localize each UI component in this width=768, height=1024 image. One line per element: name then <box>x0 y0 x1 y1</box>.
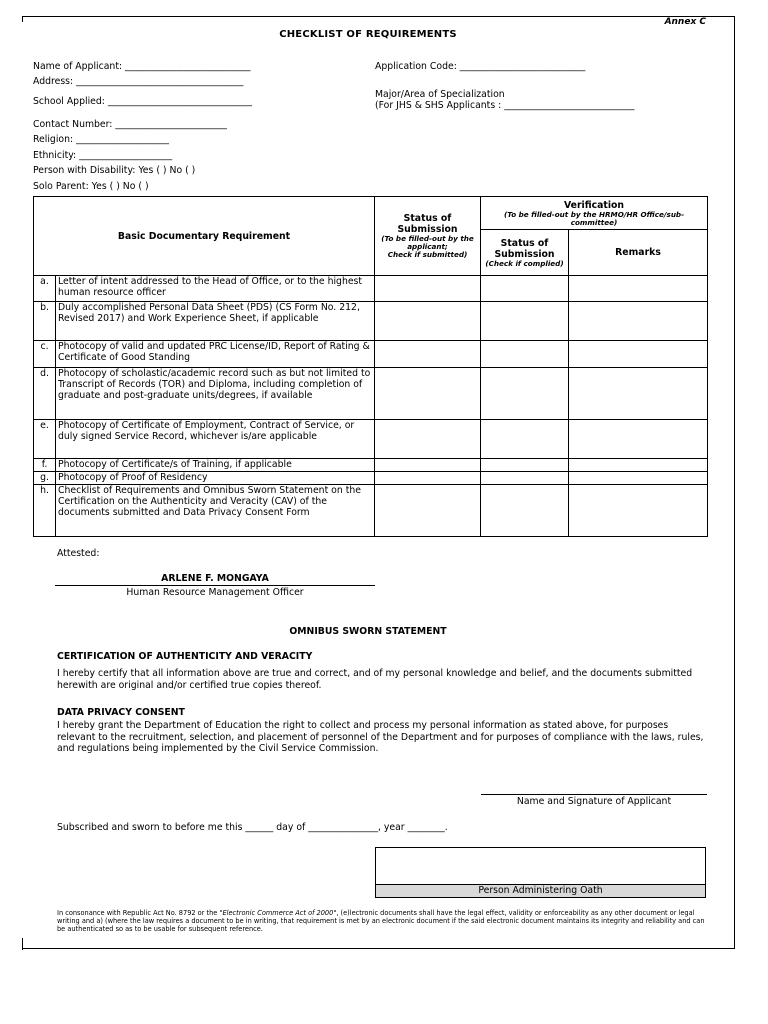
row-letter: c. <box>34 341 56 368</box>
major-specialization-field[interactable]: (For JHS & SHS Applicants : ____________________________ <box>375 100 635 111</box>
verification-check-cell[interactable] <box>481 276 569 302</box>
remarks-cell[interactable] <box>569 420 708 459</box>
verification-check-cell[interactable] <box>481 420 569 459</box>
attested-label: Attested: <box>57 548 100 559</box>
status-check-cell[interactable] <box>375 368 481 420</box>
row-letter: e. <box>34 420 56 459</box>
cav-text: I hereby certify that all information above are true and correct, and of my personal knowledge and belief, and the documents submitted herewith are original and/or certified true copies thereof. <box>57 668 693 691</box>
table-row <box>34 459 708 472</box>
attested-signature-line <box>55 585 375 586</box>
remarks-cell[interactable] <box>569 276 708 302</box>
attesting-officer-name: ARLENE F. MONGAYA <box>161 573 269 584</box>
remarks-cell[interactable] <box>569 459 708 472</box>
table-row <box>34 485 708 537</box>
school-applied-field[interactable]: School Applied: _______________________________ <box>33 96 252 107</box>
address-field[interactable]: Address: ____________________________________ <box>33 76 244 87</box>
annex-label: Annex C <box>664 17 706 27</box>
contact-number-field[interactable]: Contact Number: ________________________ <box>33 119 227 130</box>
privacy-text: I hereby grant the Department of Education the right to collect and process my personal information as stated above, for purposes relevant to the recruitment, selection, and placement of personnel of the Department and for purposes of compliance with the laws, rules, and regulations being implemented by the Civil Service Commission. <box>57 720 704 754</box>
page-border-left-bottom <box>22 938 23 950</box>
verification-check-cell[interactable] <box>481 472 569 485</box>
applicant-signature-label: Name and Signature of Applicant <box>516 796 672 807</box>
row-letter: h. <box>34 485 56 537</box>
table-row <box>34 276 708 302</box>
status-check-cell[interactable] <box>375 459 481 472</box>
remarks-cell[interactable] <box>569 341 708 368</box>
row-requirement: Photocopy of scholastic/academic record such as but not limited to Transcript of Records (TOR) and Diploma, including completion of graduate and post-graduate units/degrees, if available <box>56 368 375 420</box>
row-requirement: Photocopy of Certificate/s of Training, if applicable <box>56 459 375 472</box>
footnote: In consonance with Republic Act No. 8792 or the "Electronic Commerce Act of 2000", (e)lectronic documents shall have the legal effect, validity or enforceability as any other document or legal writing and a) (where the law requires a document to be in writing, that requirement is met by an electronic document if the said electronic document maintains its integrity and reliability and can be authenticated so as to be usable for subsequent reference. <box>57 909 705 933</box>
row-letter: d. <box>34 368 56 420</box>
privacy-heading: DATA PRIVACY CONSENT <box>57 707 185 718</box>
table-row <box>34 302 708 341</box>
remarks-cell[interactable] <box>569 485 708 537</box>
row-requirement: Letter of intent addressed to the Head of Office, or to the highest human resource officer <box>56 276 375 302</box>
attesting-officer-position: Human Resource Management Officer <box>126 587 304 598</box>
row-requirement: Duly accomplished Personal Data Sheet (PDS) (CS Form No. 212, Revised 2017) and Work Experience Sheet, if applicable <box>56 302 375 341</box>
subscribed-sworn-line[interactable]: Subscribed and sworn to before me this ______ day of _______________, year ________. <box>57 822 448 833</box>
status-check-cell[interactable] <box>375 472 481 485</box>
status-check-cell[interactable] <box>375 420 481 459</box>
status-check-cell[interactable] <box>375 485 481 537</box>
table-row <box>34 368 708 420</box>
application-code-field[interactable]: Application Code: ___________________________ <box>375 61 586 72</box>
row-requirement: Checklist of Requirements and Omnibus Sworn Statement on the Certification on the Authenticity and Veracity (CAV) of the documents submitted and Data Privacy Consent Form <box>56 485 375 537</box>
pwd-field[interactable]: Person with Disability: Yes ( ) No ( ) <box>33 165 196 176</box>
row-letter: a. <box>34 276 56 302</box>
row-requirement: Photocopy of Certificate of Employment, Contract of Service, or duly signed Service Record, whichever is/are applicable <box>56 420 375 459</box>
table-row <box>34 341 708 368</box>
verification-check-cell[interactable] <box>481 341 569 368</box>
status-check-cell[interactable] <box>375 302 481 341</box>
header-verification-status: Status of Submission (Check if complied) <box>481 230 569 276</box>
row-requirement: Photocopy of valid and updated PRC License/ID, Report of Rating & Certificate of Good Standing <box>56 341 375 368</box>
oath-signature-box[interactable] <box>375 847 706 898</box>
omnibus-title: OMNIBUS SWORN STATEMENT <box>289 626 447 637</box>
religion-field[interactable]: Religion: ____________________ <box>33 134 170 145</box>
header-verification: Verification (To be filled-out by the HRMO/HR Office/sub-committee) <box>481 197 708 230</box>
row-letter: g. <box>34 472 56 485</box>
header-remarks: Remarks <box>569 230 708 276</box>
major-specialization-label: Major/Area of Specialization <box>375 89 505 100</box>
status-check-cell[interactable] <box>375 276 481 302</box>
name-of-applicant-field[interactable]: Name of Applicant: ___________________________ <box>33 61 251 72</box>
table-row <box>34 472 708 485</box>
remarks-cell[interactable] <box>569 472 708 485</box>
applicant-signature-line <box>481 794 707 795</box>
header-requirement: Basic Documentary Requirement <box>34 197 375 276</box>
row-requirement: Photocopy of Proof of Residency <box>56 472 375 485</box>
cav-heading: CERTIFICATION OF AUTHENTICITY AND VERACITY <box>57 651 313 662</box>
status-check-cell[interactable] <box>375 341 481 368</box>
row-letter: b. <box>34 302 56 341</box>
verification-check-cell[interactable] <box>481 302 569 341</box>
verification-check-cell[interactable] <box>481 485 569 537</box>
verification-check-cell[interactable] <box>481 459 569 472</box>
header-status-applicant: Status of Submission (To be filled-out by the applicant; Check if submitted) <box>375 197 481 276</box>
verification-check-cell[interactable] <box>481 368 569 420</box>
page-border-left-top <box>22 16 23 22</box>
requirements-table <box>33 196 708 537</box>
row-letter: f. <box>34 459 56 472</box>
remarks-cell[interactable] <box>569 302 708 341</box>
remarks-cell[interactable] <box>569 368 708 420</box>
solo-parent-field[interactable]: Solo Parent: Yes ( ) No ( ) <box>33 181 149 192</box>
oath-label: Person Administering Oath <box>376 884 705 897</box>
table-row <box>34 420 708 459</box>
page-title: CHECKLIST OF REQUIREMENTS <box>279 29 457 40</box>
ethnicity-field[interactable]: Ethnicity: ____________________ <box>33 150 173 161</box>
